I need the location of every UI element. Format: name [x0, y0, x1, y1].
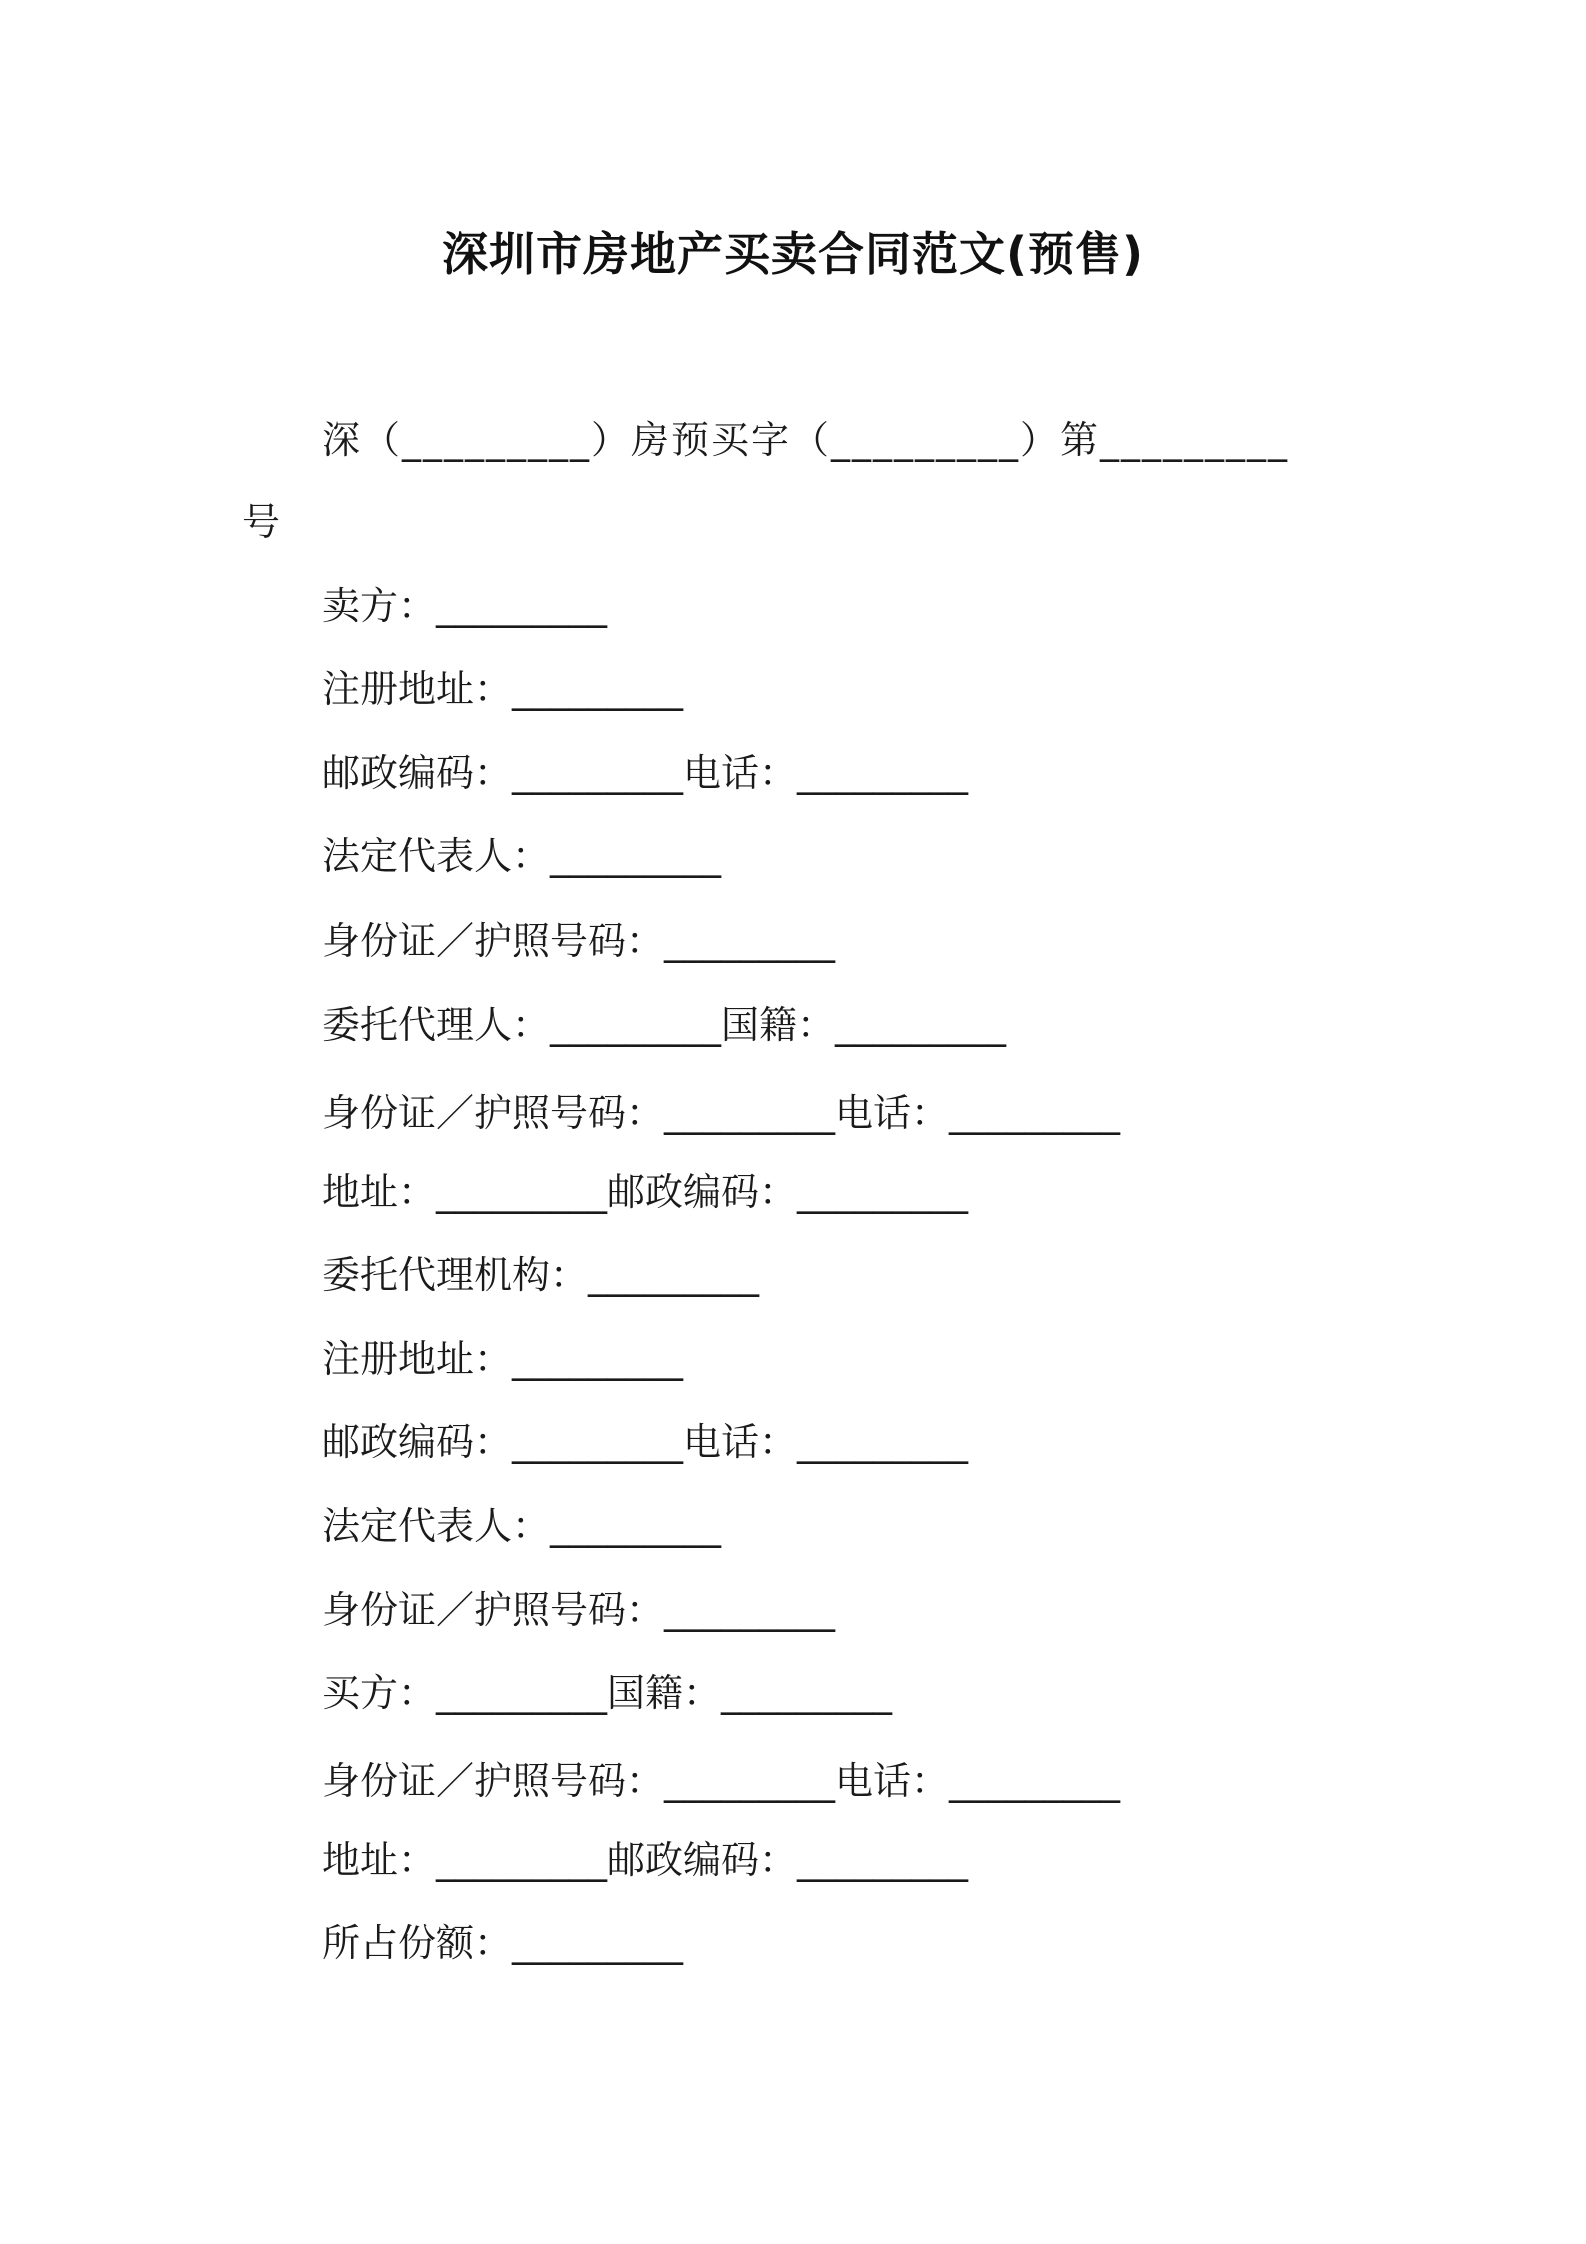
- seller-agent-nationality-line: 委托代理人：_________国籍：_________: [322, 1003, 1007, 1047]
- seller-agent-id-phone-line: 身份证／护照号码：_________电话：_________: [322, 1091, 1121, 1135]
- seller-line: 卖方：_________: [322, 584, 608, 628]
- document-title: 深圳市房地产买卖合同范文(预售): [441, 227, 1145, 281]
- agency-line: 委托代理机构：_________: [322, 1253, 760, 1297]
- agency-registered-address-line: 注册地址：_________: [322, 1337, 684, 1381]
- agency-legal-representative-line: 法定代表人：_________: [322, 1504, 722, 1548]
- contract-number-line: 深（_________）房预买字（_________）第_________: [322, 418, 1290, 462]
- contract-number-line-continued: 号: [242, 500, 281, 544]
- seller-registered-address-line: 注册地址：_________: [322, 667, 684, 711]
- buyer-nationality-line: 买方：_________国籍：_________: [322, 1671, 893, 1715]
- agency-id-passport-line: 身份证／护照号码：_________: [322, 1588, 836, 1632]
- seller-id-passport-line: 身份证／护照号码：_________: [322, 919, 836, 963]
- seller-legal-representative-line: 法定代表人：_________: [322, 834, 722, 878]
- agency-postcode-phone-line: 邮政编码：_________电话：_________: [322, 1420, 969, 1464]
- seller-agent-address-postcode-line: 地址：_________邮政编码：_________: [322, 1170, 969, 1214]
- buyer-address-postcode-line: 地址：_________邮政编码：_________: [322, 1838, 969, 1882]
- buyer-id-phone-line: 身份证／护照号码：_________电话：_________: [322, 1759, 1121, 1803]
- buyer-share-line: 所占份额：_________: [322, 1921, 684, 1965]
- seller-postcode-phone-line: 邮政编码：_________电话：_________: [322, 751, 969, 795]
